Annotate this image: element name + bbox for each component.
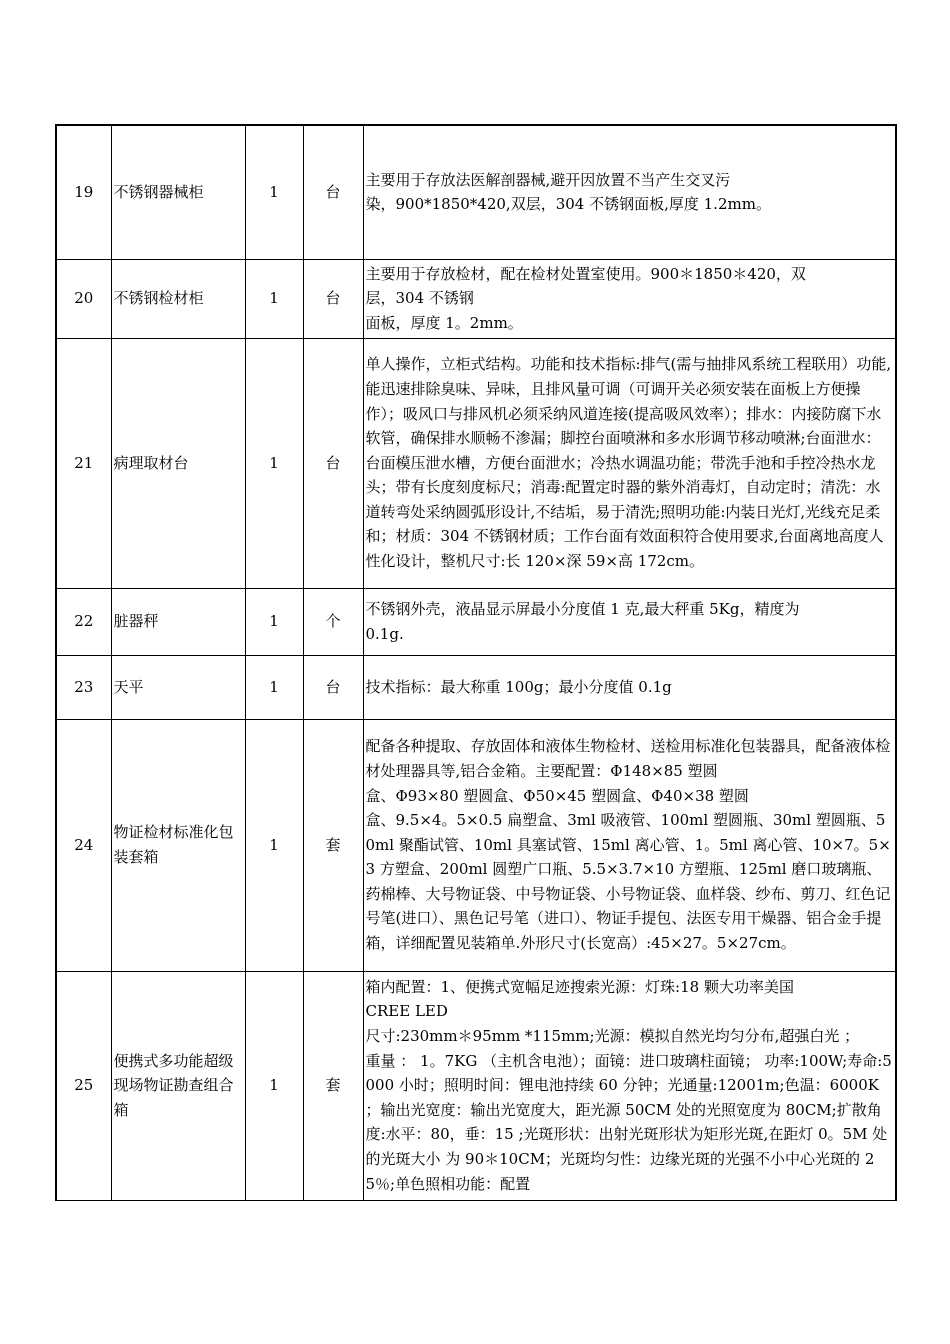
- table-row: [56, 588, 896, 655]
- item-description: 技术指标：最大称重 100g；最小分度值 0.1g: [365, 677, 672, 696]
- item-name: 物证检材标准化包装套箱: [111, 719, 245, 971]
- item-description: 单人操作，立柜式结构。功能和技术指标:排气(需与抽排风系统工程联用）功能,能迅速排除臭味、异味，且排风量可调（可调开关必须安装在面板上方便操作）；吸风口与排风机必须采纳风道连接(提高吸风效率）；排水：内接防腐下水软管，确保排水顺畅不渗漏；脚控台面喷淋和多水形调节移动喷淋;台面泄水：台面模压泄水槽，方便台面泄水；冷热水调温功能；带洗手池和手控冷热水龙头；带有长度刻度标尺；消毒:配置定时器的紫外消毒灯，自动定时；清洗：水道转弯处采纳圆弧形设计,不结垢，易于清洗;照明功能:内装日光灯,光线充足柔和；材质：304 不锈钢材质；工作台面有效面积符合使用要求,台面离地高度人性化设计，整机尺寸:长 120×深 59×高 172cm。: [365, 355, 892, 571]
- item-quantity: 1: [245, 971, 303, 1200]
- item-unit: 台: [303, 338, 363, 588]
- item-description: 配备各种提取、存放固体和液体生物检材、送检用标准化包装器具，配备液体检材处理器具等,铝合金箱。主要配置：Φ148×85 塑圆 盒、Φ93×80 塑圆盒、Φ50×45 塑圆盒、Φ40×38 塑圆 盒、9.5×4。5×0.5 扁塑盒、3ml 吸液管、100ml 塑圆瓶、30ml 塑圆瓶、50ml 聚酯试管、10ml 具塞试管、15ml 离心管、1。5ml 离心管、10×7。5×3 方塑盒、200ml 圆塑广口瓶、5.5×3.7×10 方塑瓶、125ml 磨口玻璃瓶、药棉棒、大号物证袋、中号物证袋、小号物证袋、血样袋、纱布、剪刀、红色记号笔(进口）、黑色记号笔（进口）、物证手提包、法医专用干燥器、铝合金手提箱，详细配置见装箱单.外形尺寸(长宽高）:45×27。5×27cm。: [365, 737, 891, 953]
- item-quantity: 1: [245, 125, 303, 259]
- item-number: 24: [56, 719, 111, 971]
- item-quantity: 1: [245, 259, 303, 338]
- item-quantity: 1: [245, 338, 303, 588]
- item-name: 便携式多功能超级现场物证勘查组合箱: [111, 971, 245, 1200]
- item-name: 不锈钢检材柜: [111, 259, 245, 338]
- item-description: 主要用于存放检材，配在检材处置室使用。900＊1850＊420，双 层，304 不锈钢 面板，厚度 1。2mm。: [365, 264, 806, 332]
- item-unit: 台: [303, 125, 363, 259]
- item-description: 箱内配置：1、便携式宽幅足迹搜索光源：灯珠:18 颗大功率美国 CREE LED 尺寸:230mm＊95mm *115mm;光源：模拟自然光均匀分布,超强白光 ； 重量 ： 1。7KG （主机含电池）；面镜：进口玻璃柱面镜； 功率:100W;寿命:5000 小时；照明时间：锂电池持续 60 分钟；光通量:12001m;色温：6000K ；输出光宽度：输出光宽度大，距光源 50CM 处的光照宽度为 80CM;扩散角度:水平：80，垂：15 ;光斑形状：出射光斑形状为矩形光斑,在距灯 0。5M 处的光斑大小 为 90＊10CM；光斑均匀性：边缘光斑的光强不小中心光斑的 25％;单色照相功能：配置: [365, 977, 892, 1193]
- item-unit: 个: [303, 588, 363, 655]
- item-number: 23: [56, 655, 111, 719]
- item-unit: 台: [303, 655, 363, 719]
- item-unit: 套: [303, 719, 363, 971]
- item-number: 20: [56, 259, 111, 338]
- item-name: 病理取材台: [111, 338, 245, 588]
- item-unit: 台: [303, 259, 363, 338]
- equipment-spec-table: [55, 124, 897, 1201]
- table-row: [56, 338, 896, 588]
- table-row: [56, 655, 896, 719]
- item-description: 不锈钢外壳，液晶显示屏最小分度值 1 克,最大秤重 5Kg，精度为 0.1g.: [365, 599, 800, 643]
- item-quantity: 1: [245, 719, 303, 971]
- item-number: 22: [56, 588, 111, 655]
- table-row: [56, 125, 896, 259]
- item-description: 主要用于存放法医解剖器械,避开因放置不当产生交叉污 染，900*1850*420,双层，304 不锈钢面板,厚度 1.2mm。: [365, 170, 771, 214]
- item-unit: 套: [303, 971, 363, 1200]
- table-row: [56, 971, 896, 1200]
- item-quantity: 1: [245, 655, 303, 719]
- table-row: [56, 719, 896, 971]
- item-quantity: 1: [245, 588, 303, 655]
- item-name: 不锈钢器械柜: [111, 125, 245, 259]
- item-number: 19: [56, 125, 111, 259]
- item-number: 21: [56, 338, 111, 588]
- item-name: 天平: [111, 655, 245, 719]
- item-number: 25: [56, 971, 111, 1200]
- item-name: 脏器秤: [111, 588, 245, 655]
- table-row: [56, 259, 896, 338]
